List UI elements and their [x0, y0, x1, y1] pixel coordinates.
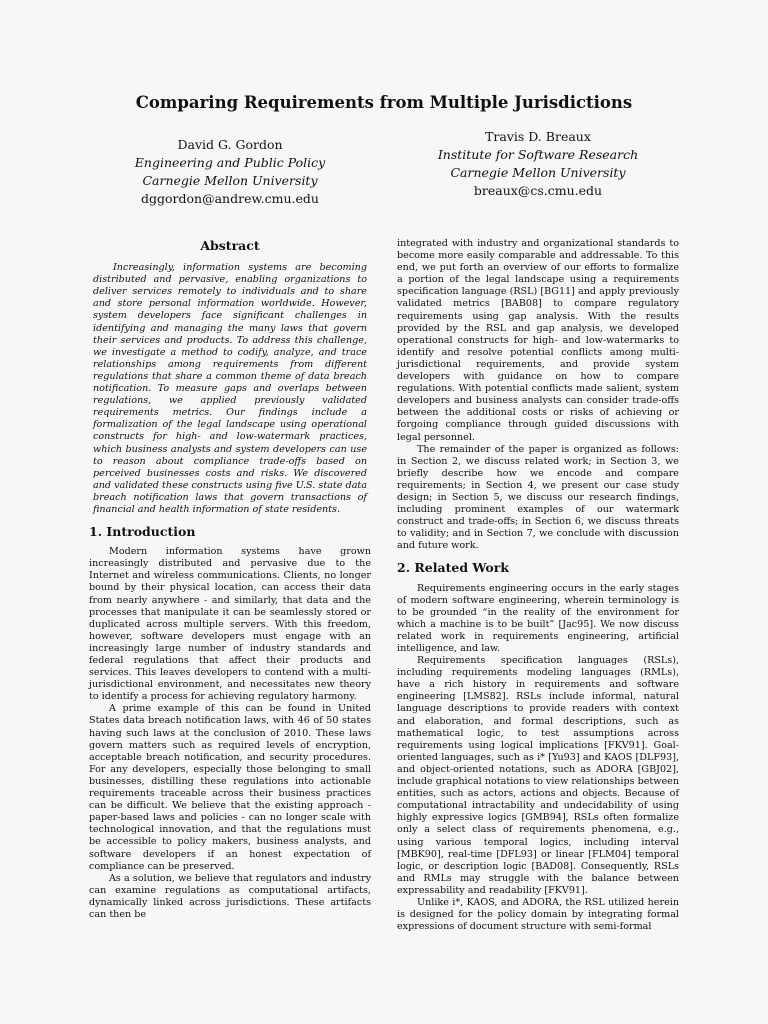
author-block-breaux: [397, 128, 679, 200]
author-affiliation: Institute for Software Research: [437, 147, 639, 162]
abstract-heading: Abstract: [200, 238, 260, 253]
paragraph: The remainder of the paper is organized as follows: in Section 2, we discuss related work; in Section 3, we briefly describe how we encode and compare requirements; in Section 4, we present our case study design; in Section 5, we discuss our research findings, including prominent examples of our watermark construct and trade-offs; in Section 6, we discuss threats to validity; and in Section 7, we conclude with discussion and future work.: [397, 443, 679, 552]
section-heading-introduction: 1. Introduction: [89, 524, 196, 540]
paragraph: Unlike i*, KAOS, and ADORA, the RSL utilized herein is designed for the policy domain by integrating formal expressions of document structure with semi-formal: [397, 896, 679, 933]
paper-title: Comparing Requirements from Multiple Jurisdictions: [135, 93, 633, 112]
paragraph: Requirements specification languages (RSLs), including requirements modeling languages (RMLs), have a rich history in requirements and software engineering [LMS82]. RSLs include informal, natural language descriptions to provide readers with context and elaboration, and formal descriptions, such as mathematical logic, to test assumptions across requirements using logical implications [FKV91]. Goal-oriented languages, such as i* [Yu93] and KAOS [DLF93], and object-oriented notations, such as ADORA [GBJ02], include graphical notations to view relationships between entities, such as actors, actions and objects. Because of computational intractability and undecidability of using highly expressive logics [GMB94], RSLs often formalize only a select class of requirements phenomena, e.g., using various temporal logics, including interval [MBK90], real-time [DFL93] or linear [FLM04] temporal logic, or description logic [BAD08]. Consequently, RSLs and RMLs may struggle with the balance between expressability and readability [FKV91].: [397, 655, 679, 896]
paragraph: As a solution, we believe that regulators and industry can examine regulations as computational artifacts, dynamically linked across jurisdictions. These artifacts can then be: [89, 872, 371, 920]
author-email: breaux@cs.cmu.edu: [473, 183, 603, 198]
author-name: Travis D. Breaux: [485, 129, 591, 144]
paragraph-continuation: integrated with industry and organizational standards to become more easily comparable and addressable. To this end, we put forth an overview of our efforts to formalize a portion of the legal landscape using a requirements specification language (RSL) [BG11] and apply previously validated metrics [BAB08] to compare regulatory requirements using gap analysis. With the results provided by the RSL and gap analysis, we developed operational constructs for high- and low-watermarks to identify and resolve potential conflicts among multi-jurisdictional requirements, and provide system developers with guidance on how to compare regulations. With potential conflicts made salient, system developers and business analysts can consider trade-offs between the additional costs or risks of achieving or forgoing compliance through guided discussions with legal personnel.: [397, 238, 679, 443]
author-email: dggordon@andrew.cmu.edu: [141, 191, 319, 206]
section-heading-related-work: 2. Related Work: [397, 560, 510, 576]
left-column: [89, 238, 371, 921]
author-block-gordon: [89, 136, 371, 208]
paragraph: A prime example of this can be found in United States data breach notification laws, with 46 of 50 states having such laws at the conclusion of 2010. These laws govern matters such as required levels of encryption, acceptable breach notification, and security procedures. For any developers, especially those belonging to small businesses, distilling these regulations into actionable requirements traceable across their business practices can be difficult. We believe that the existing approach - paper-based laws and policies - can no longer scale with technological innovation, and that the regulations must be accessible to policy makers, business analysts, and software developers if an honest expectation of compliance can be preserved.: [89, 703, 371, 872]
author-name: David G. Gordon: [177, 137, 283, 152]
abstract-text: Increasingly, information systems are becoming distributed and pervasive, enabling organizations to deliver services remotely to individuals and to share and store personal information worldwide. However, system developers face significant challenges in identifying and managing the many laws that govern their services and products. To address this challenge, we investigate a method to codify, analyze, and trace relationships among requirements from different regulations that share a common theme of data breach notification. To measure gaps and overlaps between regulations, we applied previously validated requirements metrics. Our findings include a formalization of the legal landscape using operational constructs for high- and low-watermark practices, which business analysts and system developers can use to reason about compliance trade-offs based on perceived businesses costs and risks. We discovered and validated these constructs using five U.S. state data breach notification laws that govern transactions of financial and health information of state residents.: [93, 262, 367, 515]
paragraph: Modern information systems have grown increasingly distributed and pervasive due to the Internet and wireless communications. Clients, no longer bound by their physical location, can access their data from nearly anywhere - and similarly, that data and the processes that manipulate it can be seamlessly stored or duplicated across multiple servers. With this freedom, however, software developers must engage with an increasingly large number of industry standards and federal regulations that affect their products and services. This leaves developers to contend with a multi-jurisdictional environment, and necessitates new theory to identify a process for achieving regulatory harmony.: [89, 546, 371, 703]
right-column: [397, 238, 679, 933]
paragraph: Requirements engineering occurs in the early stages of modern software engineering, wherein terminology is to be grounded “in the reality of the environment for which a machine is to be built” [Jac95]. We now discuss related work in requirements engineering, artificial intelligence, and law.: [397, 582, 679, 654]
author-university: Carnegie Mellon University: [450, 165, 626, 180]
author-university: Carnegie Mellon University: [142, 173, 318, 188]
author-affiliation: Engineering and Public Policy: [134, 155, 326, 170]
